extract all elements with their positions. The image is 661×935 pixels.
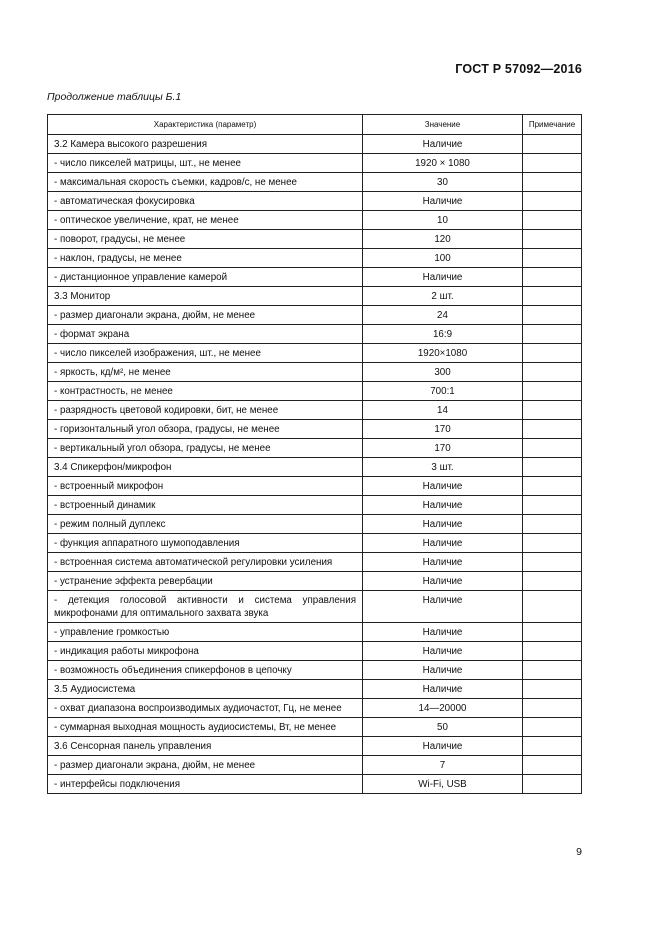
note-cell xyxy=(523,699,582,718)
characteristic-cell: - размер диагонали экрана, дюйм, не менее xyxy=(48,306,363,325)
table-row xyxy=(48,642,582,661)
document-id: ГОСТ Р 57092—2016 xyxy=(455,62,582,76)
column-header-note: Примечание xyxy=(523,115,582,135)
characteristic-cell: 3.6 Сенсорная панель управления xyxy=(48,737,363,756)
value-cell: 1920 × 1080 xyxy=(363,154,523,173)
value-cell: Наличие xyxy=(363,496,523,515)
table-body xyxy=(48,135,582,794)
table-row xyxy=(48,572,582,591)
characteristic-cell: - оптическое увеличение, крат, не менее xyxy=(48,211,363,230)
characteristic-cell: - возможность объединения спикерфонов в цепочку xyxy=(48,661,363,680)
characteristic-cell: - число пикселей изображения, шт., не менее xyxy=(48,344,363,363)
value-cell: 170 xyxy=(363,420,523,439)
table-row xyxy=(48,553,582,572)
characteristic-cell: - функция аппаратного шумоподавления xyxy=(48,534,363,553)
value-cell: Wi-Fi, USB xyxy=(363,775,523,794)
value-cell: Наличие xyxy=(363,534,523,553)
table-row xyxy=(48,382,582,401)
note-cell xyxy=(523,287,582,306)
note-cell xyxy=(523,268,582,287)
note-cell xyxy=(523,325,582,344)
characteristic-cell: - горизонтальный угол обзора, градусы, не менее xyxy=(48,420,363,439)
value-cell: Наличие xyxy=(363,623,523,642)
note-cell xyxy=(523,737,582,756)
characteristic-cell: - встроенный микрофон xyxy=(48,477,363,496)
page-number: 9 xyxy=(576,846,582,858)
characteristic-cell: 3.3 Монитор xyxy=(48,287,363,306)
characteristic-cell: - встроенная система автоматической регулировки усиления xyxy=(48,553,363,572)
note-cell xyxy=(523,661,582,680)
note-cell xyxy=(523,623,582,642)
value-cell: Наличие xyxy=(363,642,523,661)
table-row xyxy=(48,420,582,439)
characteristic-cell: - разрядность цветовой кодировки, бит, не менее xyxy=(48,401,363,420)
value-cell: 16:9 xyxy=(363,325,523,344)
table-row xyxy=(48,363,582,382)
table-row xyxy=(48,306,582,325)
note-cell xyxy=(523,420,582,439)
characteristic-cell: - дистанционное управление камерой xyxy=(48,268,363,287)
characteristic-cell: 3.5 Аудиосистема xyxy=(48,680,363,699)
characteristic-cell: - вертикальный угол обзора, градусы, не менее xyxy=(48,439,363,458)
value-cell: 10 xyxy=(363,211,523,230)
characteristic-cell: - режим полный дуплекс xyxy=(48,515,363,534)
characteristic-cell: - число пикселей матрицы, шт., не менее xyxy=(48,154,363,173)
note-cell xyxy=(523,642,582,661)
note-cell xyxy=(523,344,582,363)
note-cell xyxy=(523,192,582,211)
characteristic-cell: - устранение эффекта ревербации xyxy=(48,572,363,591)
note-cell xyxy=(523,363,582,382)
value-cell: Наличие xyxy=(363,553,523,572)
value-cell: 24 xyxy=(363,306,523,325)
value-cell: Наличие xyxy=(363,572,523,591)
note-cell xyxy=(523,496,582,515)
spec-table xyxy=(47,114,582,794)
table-row xyxy=(48,534,582,553)
characteristic-cell: 3.2 Камера высокого разрешения xyxy=(48,135,363,154)
characteristic-cell: - яркость, кд/м², не менее xyxy=(48,363,363,382)
value-cell: 14—20000 xyxy=(363,699,523,718)
note-cell xyxy=(523,477,582,496)
note-cell xyxy=(523,401,582,420)
characteristic-cell: - максимальная скорость съемки, кадров/с, не менее xyxy=(48,173,363,192)
table-row xyxy=(48,173,582,192)
characteristic-cell: - размер диагонали экрана, дюйм, не менее xyxy=(48,756,363,775)
note-cell xyxy=(523,458,582,477)
note-cell xyxy=(523,515,582,534)
value-cell: 1920×1080 xyxy=(363,344,523,363)
note-cell xyxy=(523,154,582,173)
table-row xyxy=(48,775,582,794)
table-row xyxy=(48,135,582,154)
note-cell xyxy=(523,680,582,699)
table-row xyxy=(48,401,582,420)
value-cell: Наличие xyxy=(363,515,523,534)
note-cell xyxy=(523,553,582,572)
table-row xyxy=(48,325,582,344)
note-cell xyxy=(523,211,582,230)
note-cell xyxy=(523,135,582,154)
note-cell xyxy=(523,591,582,623)
value-cell: Наличие xyxy=(363,680,523,699)
value-cell: Наличие xyxy=(363,135,523,154)
table-row xyxy=(48,756,582,775)
value-cell: Наличие xyxy=(363,477,523,496)
note-cell xyxy=(523,439,582,458)
table-row xyxy=(48,287,582,306)
value-cell: 3 шт. xyxy=(363,458,523,477)
table-row xyxy=(48,211,582,230)
characteristic-cell: 3.4 Спикерфон/микрофон xyxy=(48,458,363,477)
value-cell: 700:1 xyxy=(363,382,523,401)
table-row xyxy=(48,680,582,699)
table-row xyxy=(48,477,582,496)
value-cell: 14 xyxy=(363,401,523,420)
table-header-row xyxy=(48,115,582,135)
note-cell xyxy=(523,534,582,553)
note-cell xyxy=(523,249,582,268)
value-cell: 300 xyxy=(363,363,523,382)
value-cell: Наличие xyxy=(363,737,523,756)
table-row xyxy=(48,249,582,268)
characteristic-cell: - детекция голосовой активности и система управления микрофонами для оптимального захвата звука xyxy=(48,591,363,623)
characteristic-cell: - автоматическая фокусировка xyxy=(48,192,363,211)
characteristic-cell: - наклон, градусы, не менее xyxy=(48,249,363,268)
table-row xyxy=(48,230,582,249)
characteristic-cell: - формат экрана xyxy=(48,325,363,344)
value-cell: 120 xyxy=(363,230,523,249)
column-header-characteristic: Характеристика (параметр) xyxy=(48,115,363,135)
table-row xyxy=(48,268,582,287)
note-cell xyxy=(523,173,582,192)
characteristic-cell: - охват диапазона воспроизводимых аудиочастот, Гц, не менее xyxy=(48,699,363,718)
note-cell xyxy=(523,756,582,775)
characteristic-cell: - суммарная выходная мощность аудиосистемы, Вт, не менее xyxy=(48,718,363,737)
table-caption: Продолжение таблицы Б.1 xyxy=(47,91,182,103)
characteristic-cell: - индикация работы микрофона xyxy=(48,642,363,661)
table-row xyxy=(48,661,582,680)
table-row xyxy=(48,496,582,515)
value-cell: 100 xyxy=(363,249,523,268)
value-cell: Наличие xyxy=(363,591,523,623)
value-cell: 30 xyxy=(363,173,523,192)
characteristic-cell: - интерфейсы подключения xyxy=(48,775,363,794)
table-row xyxy=(48,344,582,363)
value-cell: 2 шт. xyxy=(363,287,523,306)
characteristic-cell: - контрастность, не менее xyxy=(48,382,363,401)
characteristic-cell: - встроенный динамик xyxy=(48,496,363,515)
characteristic-cell: - поворот, градусы, не менее xyxy=(48,230,363,249)
table-row xyxy=(48,623,582,642)
value-cell: Наличие xyxy=(363,268,523,287)
characteristic-cell: - управление громкостью xyxy=(48,623,363,642)
note-cell xyxy=(523,230,582,249)
table-row xyxy=(48,718,582,737)
value-cell: 50 xyxy=(363,718,523,737)
value-cell: Наличие xyxy=(363,192,523,211)
table-row xyxy=(48,737,582,756)
table-row xyxy=(48,192,582,211)
value-cell: 7 xyxy=(363,756,523,775)
table-row xyxy=(48,591,582,623)
table-row xyxy=(48,515,582,534)
table-row xyxy=(48,154,582,173)
note-cell xyxy=(523,306,582,325)
table-row xyxy=(48,458,582,477)
note-cell xyxy=(523,572,582,591)
table-row xyxy=(48,439,582,458)
table-row xyxy=(48,699,582,718)
value-cell: 170 xyxy=(363,439,523,458)
note-cell xyxy=(523,775,582,794)
note-cell xyxy=(523,382,582,401)
column-header-value: Значение xyxy=(363,115,523,135)
value-cell: Наличие xyxy=(363,661,523,680)
note-cell xyxy=(523,718,582,737)
